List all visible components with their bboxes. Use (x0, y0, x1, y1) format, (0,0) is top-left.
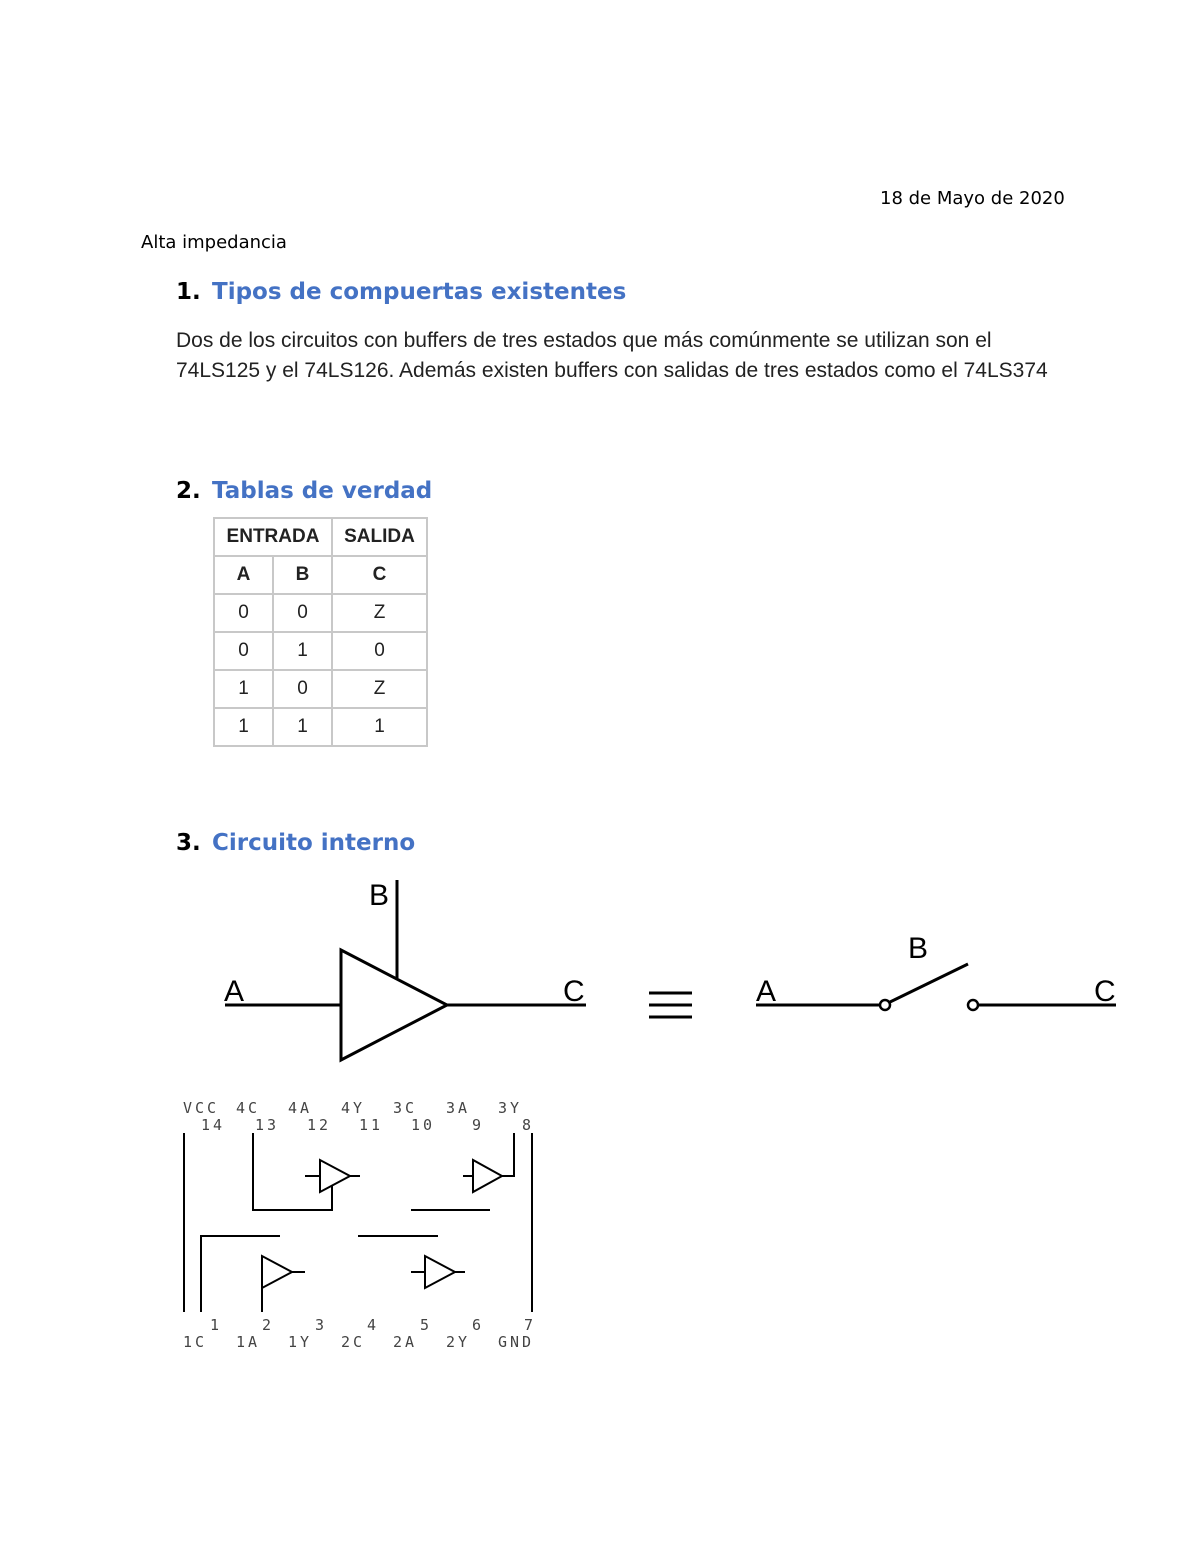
pin-name-top: 4Y (341, 1099, 366, 1117)
table-header-cell: B (273, 556, 332, 594)
pin-number-bottom: 2 (262, 1316, 275, 1334)
pin-name-bottom: 2C (341, 1333, 366, 1351)
buffer-label-a: A (224, 975, 245, 1008)
table-cell: 0 (273, 594, 332, 632)
pin-name-top: 4A (288, 1099, 313, 1117)
pin-name-bottom: 1Y (288, 1333, 313, 1351)
pin-number-top: 10 (411, 1116, 436, 1134)
gate3-output-wire (502, 1133, 514, 1176)
pin-number-bottom: 6 (472, 1316, 485, 1334)
pin-number-top: 14 (201, 1116, 226, 1134)
pin-number-bottom: 7 (524, 1316, 537, 1334)
section-number: 1. (176, 279, 201, 305)
pin-name-top: 3C (393, 1099, 418, 1117)
table-header-cell: C (332, 556, 427, 594)
table-cell: 1 (332, 708, 427, 746)
pin-name-bottom: 2Y (446, 1333, 471, 1351)
section-title: Circuito interno (212, 830, 416, 856)
document-subject: Alta impedancia (141, 232, 287, 253)
table-cell: 1 (214, 708, 273, 746)
pin-number-top: 8 (522, 1116, 535, 1134)
buffer-label-c: C (563, 975, 585, 1008)
pin-number-bottom: 1 (210, 1316, 223, 1334)
pin-number-top: 9 (472, 1116, 485, 1134)
table-cell: 1 (273, 632, 332, 670)
pin-name-bottom: 2A (393, 1333, 418, 1351)
pin-name-top: 3Y (498, 1099, 523, 1117)
section-number: 2. (176, 478, 201, 504)
table-cell: 1 (214, 670, 273, 708)
pin-name-top: VCC (183, 1099, 220, 1117)
pin-number-top: 13 (255, 1116, 280, 1134)
switch-contact-icon (968, 1000, 978, 1010)
pin-name-bottom: 1A (236, 1333, 261, 1351)
section-title: Tipos de compuertas existentes (212, 279, 627, 305)
table-cell: Z (332, 594, 427, 632)
switch-label-a: A (756, 975, 777, 1008)
tristate-buffer-diagram (225, 880, 586, 1060)
table-cell: Z (332, 670, 427, 708)
pin-name-bottom: GND (498, 1333, 535, 1351)
pin-name-top: 4C (236, 1099, 261, 1117)
switch-label-b: B (908, 932, 929, 965)
document-date: 18 de Mayo de 2020 (880, 188, 1065, 209)
gate2-buffer-icon (425, 1256, 455, 1288)
pin-name-top: 3A (446, 1099, 471, 1117)
table-header-cell: ENTRADA (214, 518, 332, 556)
pin-name-bottom: 1C (183, 1333, 208, 1351)
table-header-cell: A (214, 556, 273, 594)
body-paragraph: Dos de los circuitos con buffers de tres estados que más comúnmente se utilizan son el 74LS125 y el 74LS126. Además existen buffers con salidas de tres estados como el 74LS374 (176, 329, 1048, 382)
switch-lever-icon (890, 964, 968, 1002)
gate4-buffer-icon (320, 1160, 350, 1192)
switch-label-c: C (1094, 975, 1116, 1008)
section-title: Tablas de verdad (212, 478, 433, 504)
buffer-label-b: B (369, 879, 390, 912)
table-cell: 1 (273, 708, 332, 746)
equivalence-symbol-icon (649, 993, 692, 1017)
table-header-cell: SALIDA (332, 518, 427, 556)
table-cell: 0 (332, 632, 427, 670)
pin-number-top: 11 (359, 1116, 384, 1134)
chip-pinout-diagram (183, 1099, 536, 1351)
table-cell: 0 (214, 594, 273, 632)
pin-number-bottom: 5 (420, 1316, 433, 1334)
gate3-buffer-icon (473, 1160, 502, 1192)
pin-number-bottom: 3 (315, 1316, 328, 1334)
section-number: 3. (176, 830, 201, 856)
gate1-buffer-icon (262, 1256, 292, 1288)
pin-number-top: 12 (307, 1116, 332, 1134)
switch-contact-icon (880, 1000, 890, 1010)
switch-diagram (756, 964, 1116, 1010)
table-cell: 0 (214, 632, 273, 670)
table-cell: 0 (273, 670, 332, 708)
buffer-triangle-icon (341, 950, 447, 1060)
pin-number-bottom: 4 (367, 1316, 380, 1334)
